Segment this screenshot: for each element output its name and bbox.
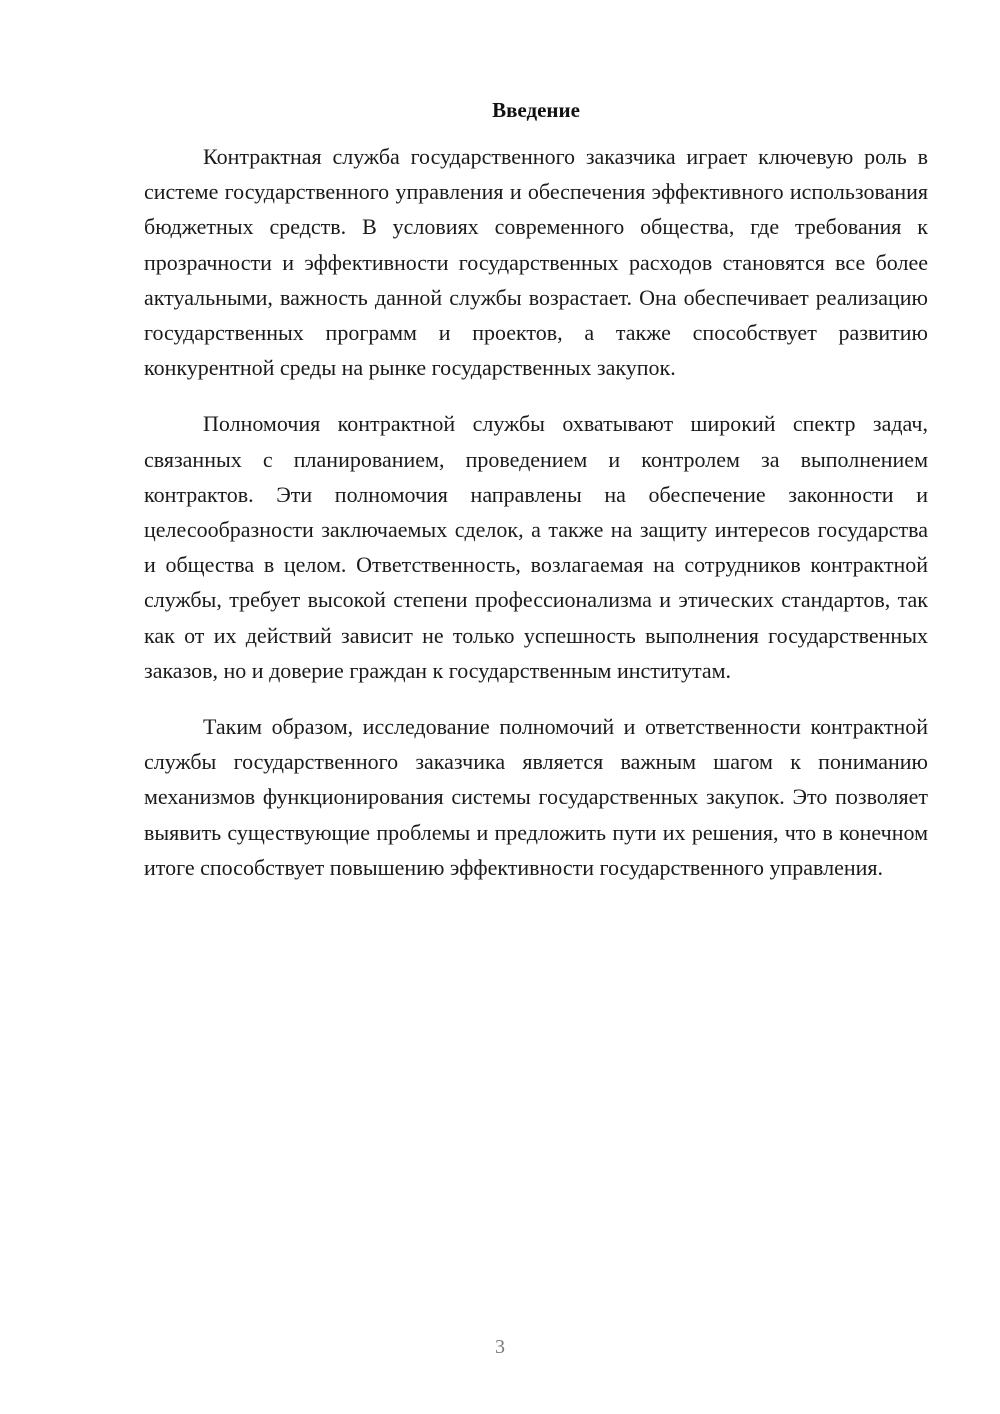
page-number: 3 — [495, 1336, 505, 1358]
section-heading: Введение — [492, 98, 580, 122]
paragraph-2: Полномочия контрактной службы охватывают широкий спектр задач, связанных с планированием, проведением и контролем за выполнением контрактов. Эти полномочия направлены на обеспечение законности и целесообразности заключаемых сделок, а также на защиту интересов государства и общества в целом. Ответственность, возлагаемая на сотрудников контрактной службы, требует высокой степени профессионализма и этических стандартов, так как от их действий зависит не только успешность выполнения государственных заказов, но и доверие граждан к государственным институтам. — [144, 411, 928, 683]
paragraph-1: Контрактная служба государственного заказчика играет ключевую роль в системе государственного управления и обеспечения эффективного использования бюджетных средств. В условиях современного общества, где требования к прозрачности и эффективности государственных расходов становятся все более актуальными, важность данной службы возрастает. Она обеспечивает реализацию государственных программ и проектов, а также способствует развитию конкурентной среды на рынке государственных закупок. — [144, 144, 928, 381]
paragraph-3: Таким образом, исследование полномочий и ответственности контрактной службы государственного заказчика является важным шагом к пониманию механизмов функционирования системы государственных закупок. Это позволяет выявить существующие проблемы и предложить пути их решения, что в конечном итоге способствует повышению эффективности государственного управления. — [144, 714, 928, 880]
page-content — [144, 92, 928, 906]
